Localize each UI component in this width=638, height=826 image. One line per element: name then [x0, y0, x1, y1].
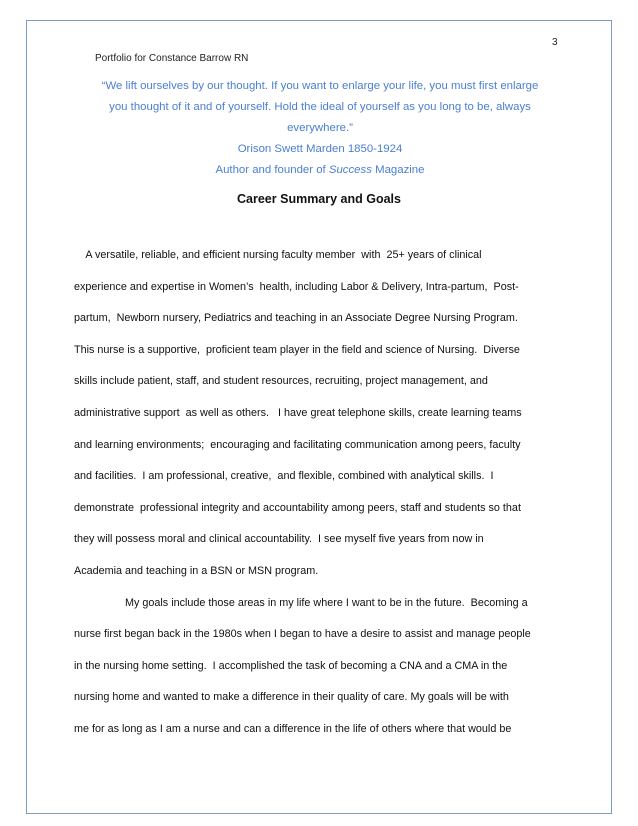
quote-author-title: [60, 160, 580, 181]
body-line: partum, Newborn nursery, Pediatrics and teaching in an Associate Degree Nursing Program.: [74, 312, 518, 325]
epigraph-quote: [60, 76, 580, 181]
body-line: experience and expertise in Women’s health, including Labor & Delivery, Intra-partum, Post-: [74, 280, 519, 293]
page-number: 3: [552, 37, 558, 48]
body-line: me for as long as I am a nurse and can a difference in the life of others where that would be: [74, 722, 512, 735]
body-line: A versatile, reliable, and efficient nursing faculty member with 25+ years of clinical: [74, 249, 482, 261]
quote-author: Orison Swett Marden 1850-1924: [237, 143, 403, 155]
quote-line-2: you thought of it and of yourself. Hold the ideal of yourself as you long to be, always: [109, 101, 531, 113]
body-line: and facilities. I am professional, creative, and flexible, combined with analytical skills. I: [74, 470, 494, 483]
body-line: My goals include those areas in my life where I want to be in the future. Becoming a: [74, 596, 528, 609]
quote-line-3: everywhere.”: [287, 122, 353, 134]
body-line: This nurse is a supportive, proficient team player in the field and science of Nursing. Diverse: [74, 343, 520, 356]
body-line: they will possess moral and clinical accountability. I see myself five years from now in: [74, 533, 484, 546]
body-line: and learning environments; encouraging and facilitating communication among peers, faculty: [74, 438, 521, 451]
body-line: administrative support as well as others. I have great telephone skills, create learning teams: [74, 406, 522, 419]
section-title: Career Summary and Goals: [237, 192, 401, 206]
author-title-suffix: Magazine: [371, 164, 425, 176]
author-title-prefix: Author and founder of: [215, 164, 329, 176]
quote-line-1: “We lift ourselves by our thought. If you want to enlarge your life, you must first enlarge: [101, 80, 539, 92]
body-text: [74, 240, 564, 746]
body-line: Academia and teaching in a BSN or MSN program.: [74, 564, 319, 577]
body-line: skills include patient, staff, and student resources, recruiting, project management, and: [74, 375, 488, 388]
body-line: in the nursing home setting. I accomplished the task of becoming a CNA and a CMA in the: [74, 659, 508, 672]
body-line: nurse first began back in the 1980s when I began to have a desire to assist and manage people: [74, 628, 531, 641]
body-line: demonstrate professional integrity and accountability among peers, staff and students so that: [74, 501, 521, 514]
publication-name: Success: [328, 164, 372, 176]
page-header: Portfolio for Constance Barrow RN: [95, 53, 249, 64]
body-line: nursing home and wanted to make a difference in their quality of care. My goals will be with: [74, 691, 509, 704]
